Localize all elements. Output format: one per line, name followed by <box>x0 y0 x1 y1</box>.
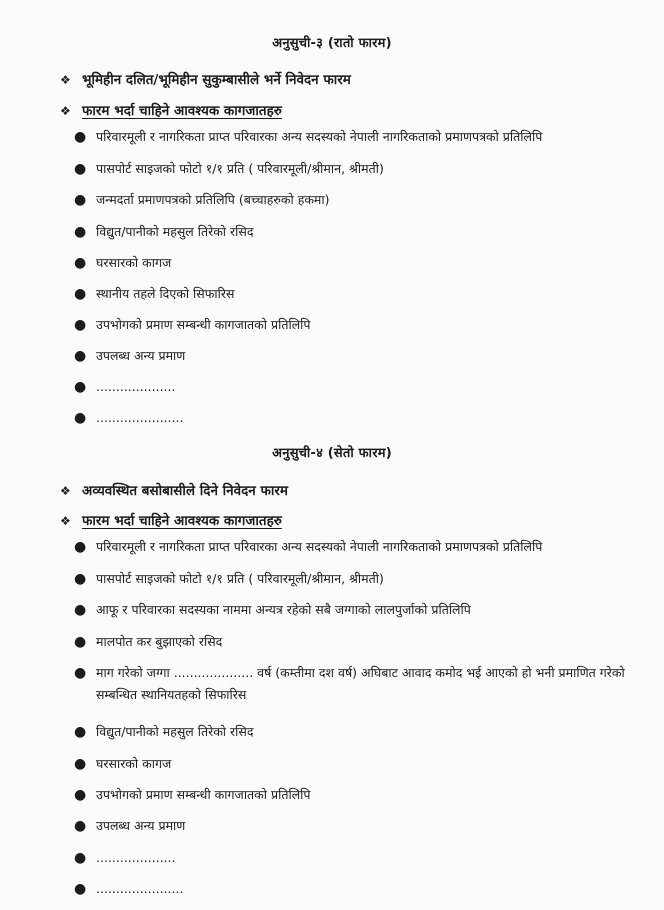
list-item: ● उपभोगको प्रमाण सम्बन्धी कागजातको प्रतिलिपि <box>74 314 644 336</box>
bullet-icon: ● <box>74 129 87 145</box>
list-item: ● माग गरेको जग्गा .................... वर्ष (कम्तीमा दश वर्ष) अघिबाट आवाद कमोद भई आएको हो भनी प्रमाणित गरेको सम्बन्धित स्थानियतहको सिफारिस <box>74 662 644 706</box>
heading-text: भूमिहीन दलित/भूमिहीन सुकुम्बासीले भर्ने निवेदन फारम <box>82 72 351 88</box>
list-item: ● परिवारमूली र नागरिकता प्राप्त परिवारका अन्य सदस्यको नेपाली नागरिकताको प्रमाणपत्रको प्रतिलिपि <box>74 126 644 148</box>
heading-required-documents-2 <box>60 511 282 529</box>
list-item: ● उपभोगको प्रमाण सम्बन्धी कागजातको प्रतिलिपि <box>74 784 644 806</box>
diamond-bullet-icon: ❖ <box>60 514 71 528</box>
heading-text: फारम भर्दा चाहिने आवश्यक कागजातहरु <box>82 103 282 119</box>
list-item: ● उपलब्ध अन्य प्रमाण <box>74 345 644 367</box>
bullet-icon: ● <box>74 724 87 740</box>
bullet-icon: ● <box>74 571 87 587</box>
diamond-bullet-icon: ❖ <box>60 484 71 498</box>
list-item: ● .................... <box>74 847 644 869</box>
list-item: ● स्थानीय तहले दिएको सिफारिस <box>74 283 644 305</box>
heading-text: अव्यवस्थित बसोबासीले दिने निवेदन फारम <box>82 483 288 499</box>
bullet-icon: ● <box>74 634 87 650</box>
bullet-icon: ● <box>74 787 87 803</box>
bullet-icon: ● <box>74 818 87 834</box>
heading-required-documents-1 <box>60 101 282 119</box>
bullet-icon: ● <box>74 602 87 618</box>
bullet-icon: ● <box>74 410 87 426</box>
list-item: ● पासपोर्ट साइजको फोटो १/१ प्रति ( परिवारमूली/श्रीमान, श्रीमती) <box>74 158 644 180</box>
heading-text: फारम भर्दा चाहिने आवश्यक कागजातहरु <box>82 513 282 529</box>
bullet-icon: ● <box>74 348 87 364</box>
list-item: ● .................... <box>74 376 644 398</box>
list-item: ● ...................... <box>74 407 644 429</box>
bullet-icon: ● <box>74 850 87 866</box>
bullet-icon: ● <box>74 379 87 395</box>
bullet-icon: ● <box>74 539 87 555</box>
list-item: ● विद्युत/पानीको महसुल तिरेको रसिद <box>74 221 644 243</box>
bullet-icon: ● <box>74 756 87 772</box>
bullet-icon: ● <box>74 161 87 177</box>
section-title-annex-3: अनुसुची-३ (रातो फारम) <box>272 36 392 51</box>
list-item: ● ...................... <box>74 878 644 900</box>
list-item: ● परिवारमूली र नागरिकता प्राप्त परिवारका अन्य सदस्यको नेपाली नागरिकताको प्रमाणपत्रको प्रतिलिपि <box>74 536 644 558</box>
diamond-bullet-icon: ❖ <box>60 104 71 118</box>
list-item: ● घरसारको कागज <box>74 753 644 775</box>
list-item: ● उपलब्ध अन्य प्रमाण <box>74 815 644 837</box>
list-item: ● जन्मदर्ता प्रमाणपत्रको प्रतिलिपि (बच्चाहरुको हकमा) <box>74 189 644 211</box>
bullet-icon: ● <box>74 881 87 897</box>
list-item: ● पासपोर्ट साइजको फोटो १/१ प्रति ( परिवारमूली/श्रीमान, श्रीमती) <box>74 568 644 590</box>
bullet-icon: ● <box>74 665 87 681</box>
heading-application-form-2 <box>60 481 288 499</box>
bullet-icon: ● <box>74 317 87 333</box>
bullet-icon: ● <box>74 255 87 271</box>
diamond-bullet-icon: ❖ <box>60 73 71 87</box>
list-item: ● आफू र परिवारका सदस्यका नाममा अन्यत्र रहेको सबै जग्गाको लालपुर्जाको प्रतिलिपि <box>74 599 644 621</box>
bullet-icon: ● <box>74 192 87 208</box>
list-item: ● घरसारको कागज <box>74 252 644 274</box>
bullet-icon: ● <box>74 286 87 302</box>
section-title-annex-4: अनुसुची-४ (सेतो फारम) <box>272 446 392 461</box>
bullet-icon: ● <box>74 224 87 240</box>
list-item: ● मालपोत कर बुझाएको रसिद <box>74 631 644 653</box>
heading-application-form-1 <box>60 70 351 88</box>
list-item: ● विद्युत/पानीको महसुल तिरेको रसिद <box>74 721 644 743</box>
